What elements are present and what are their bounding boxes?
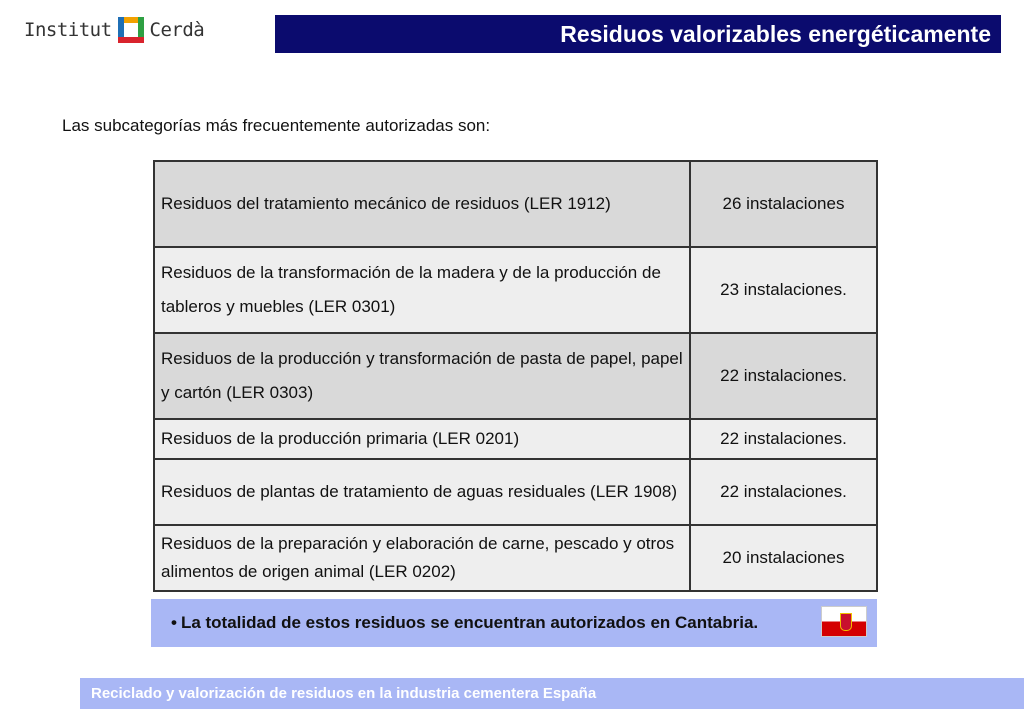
footer-bar: [80, 678, 1024, 709]
row-description: Residuos de la transformación de la madera y de la producción de tableros y muebles (LER 0301): [154, 247, 690, 333]
table-row: [154, 333, 877, 419]
footer-text: Reciclado y valorización de residuos en la industria cementera España: [91, 685, 597, 702]
table-row: [154, 459, 877, 525]
row-count: 22 instalaciones.: [690, 333, 877, 419]
intro-text: Las subcategorías más frecuentemente autorizadas son:: [62, 116, 491, 135]
institut-cerda-logo: [24, 14, 204, 46]
table-row: [154, 525, 877, 591]
row-description: Residuos de plantas de tratamiento de aguas residuales (LER 1908): [154, 459, 690, 525]
waste-subcategories-table: [153, 160, 878, 592]
row-description: Residuos de la producción primaria (LER 0201): [154, 419, 690, 459]
row-count: 26 instalaciones: [690, 161, 877, 247]
row-count: 20 instalaciones: [690, 525, 877, 591]
table-row: [154, 161, 877, 247]
logo-mark-icon: [118, 17, 144, 43]
cantabria-flag-icon: [821, 606, 867, 637]
row-count: 22 instalaciones.: [690, 419, 877, 459]
table-row: [154, 419, 877, 459]
row-count: 23 instalaciones.: [690, 247, 877, 333]
table-row: [154, 247, 877, 333]
title-bar: [275, 15, 1001, 53]
conclusion-text: La totalidad de estos residuos se encuentran autorizados en Cantabria.: [180, 613, 759, 632]
row-description: Residuos de la preparación y elaboración de carne, pescado y otros alimentos de origen animal (LER 0202): [154, 525, 690, 591]
page-title: Residuos valorizables energéticamente: [560, 20, 991, 47]
row-description: Residuos del tratamiento mecánico de residuos (LER 1912): [154, 161, 690, 247]
bullet: •: [171, 613, 177, 632]
conclusion-note: [151, 599, 877, 647]
logo-word-institut: Institut: [24, 19, 112, 41]
row-description: Residuos de la producción y transformación de pasta de papel, papel y cartón (LER 0303): [154, 333, 690, 419]
logo-word-cerda: Cerdà: [149, 19, 205, 41]
row-count: 22 instalaciones.: [690, 459, 877, 525]
